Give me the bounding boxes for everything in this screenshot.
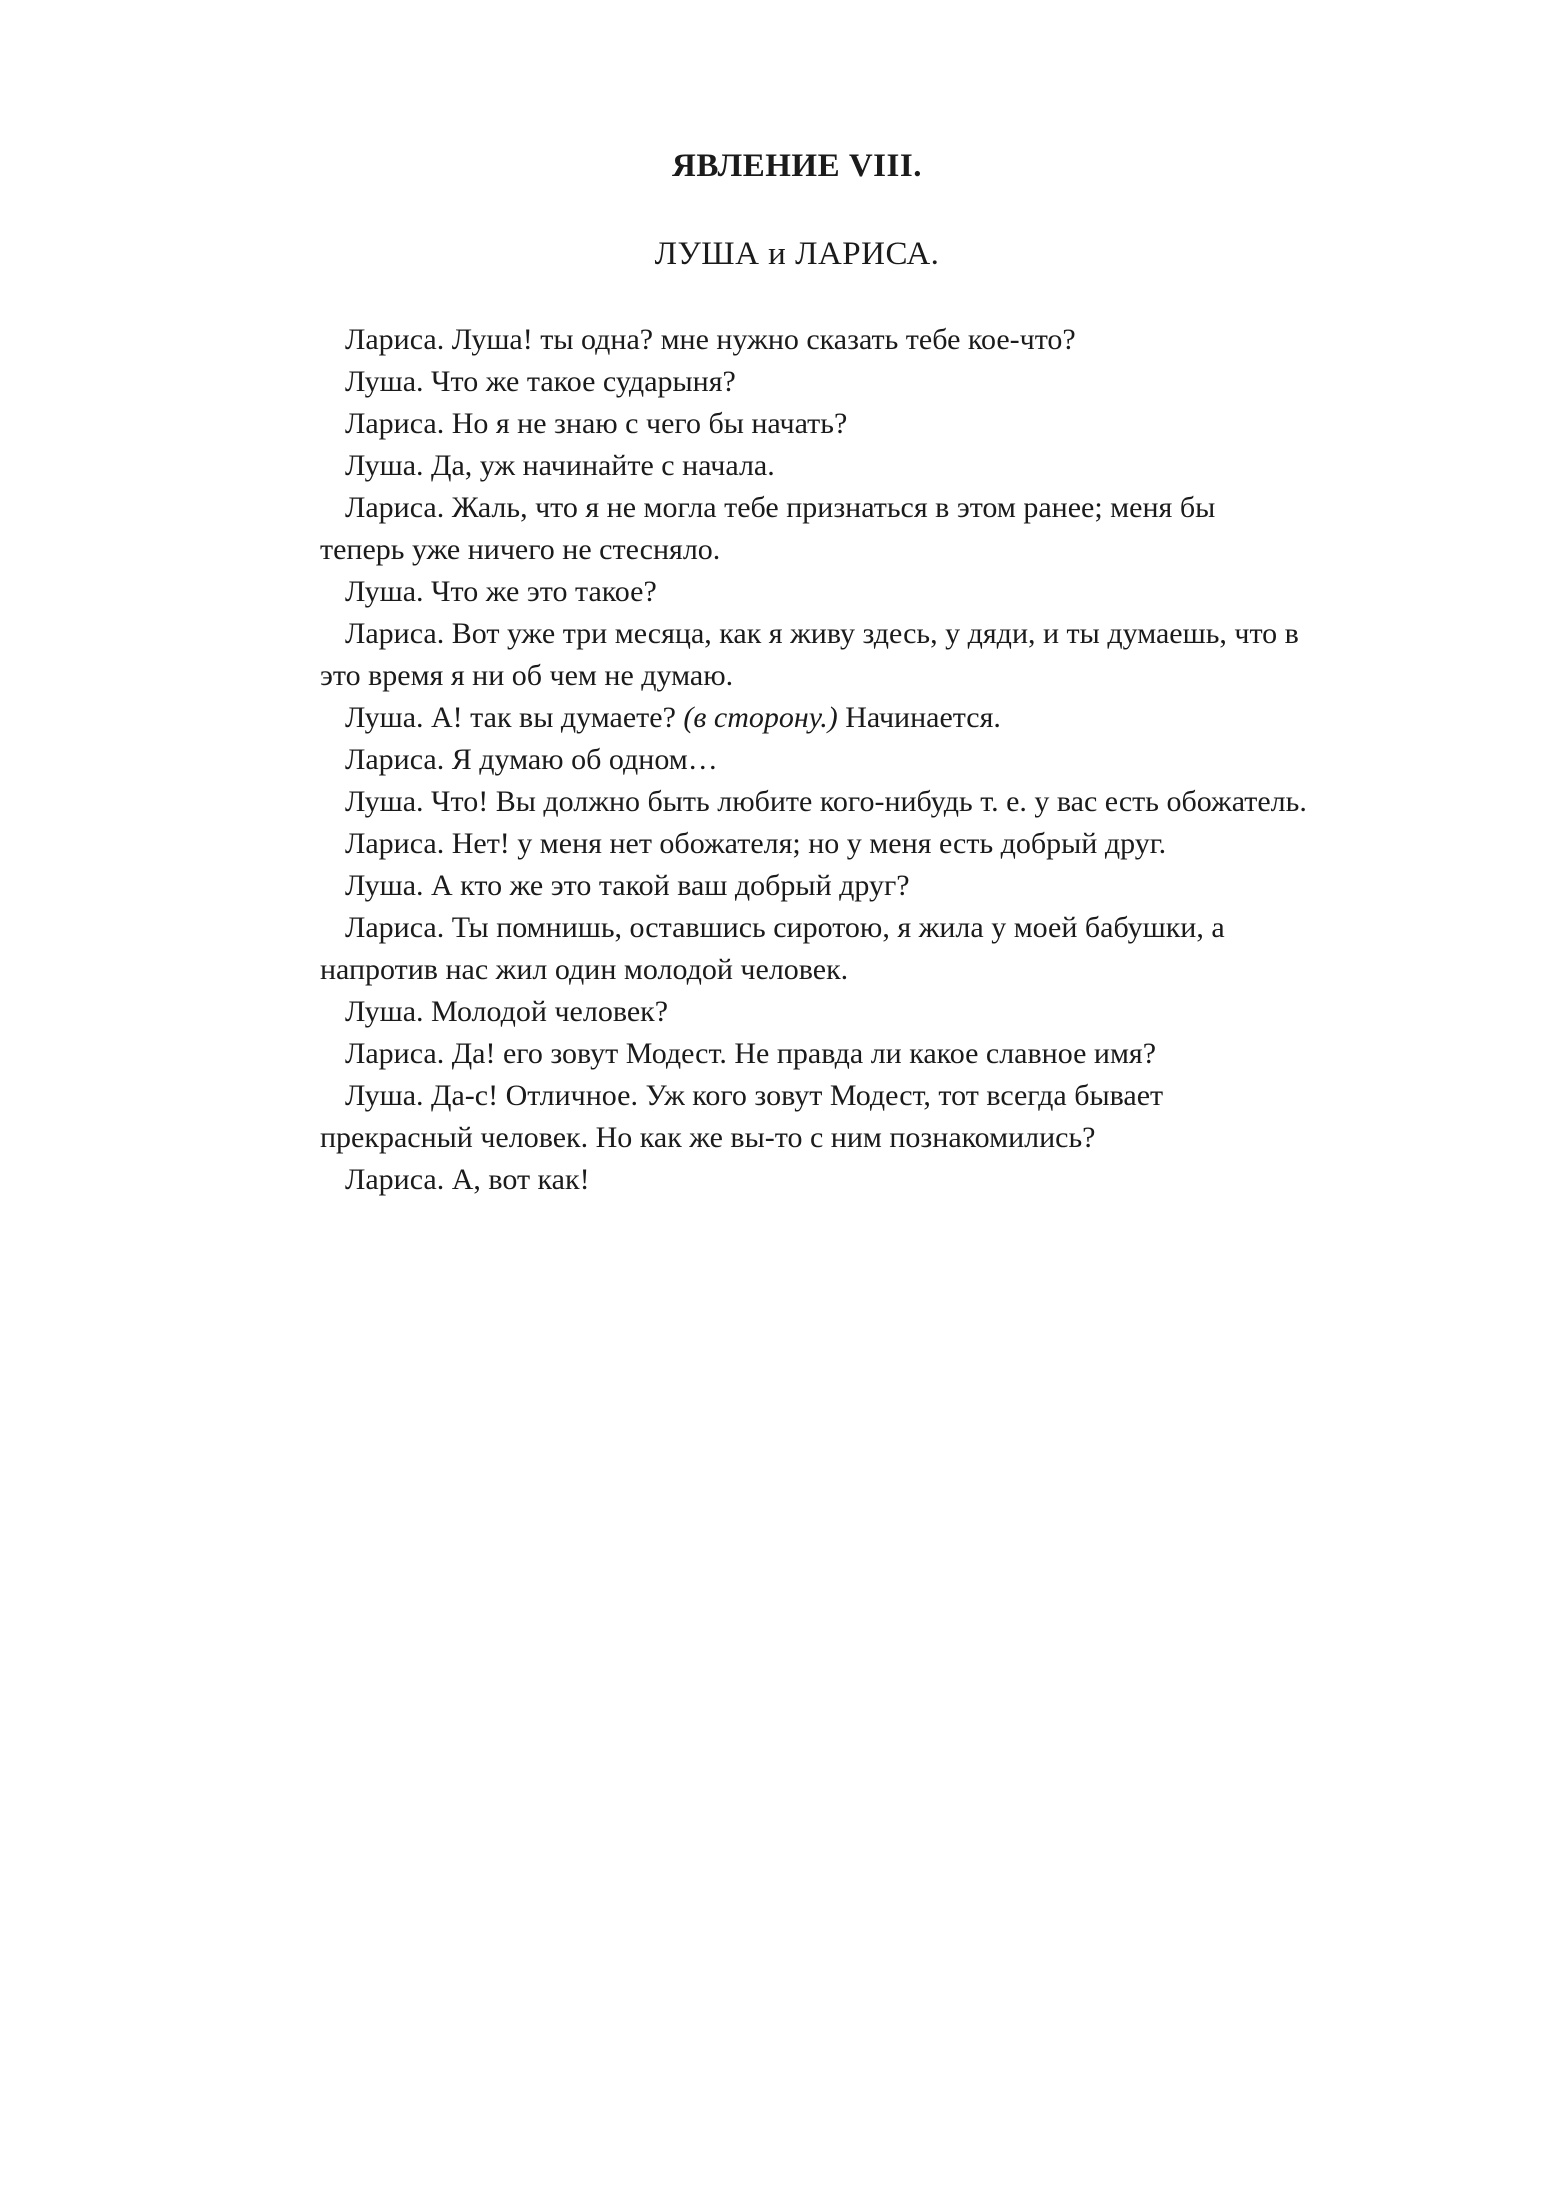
dialogue-text: Лариса. Жаль, что я не могла тебе признаться в этом ранее; меня бы — [345, 491, 1216, 524]
dialogue-text: Лариса. А, вот как! — [345, 1163, 590, 1196]
dialogue-line — [320, 445, 1380, 487]
dialogue-line — [320, 613, 1380, 655]
dialogue-line — [320, 865, 1380, 907]
dialogue-line — [320, 1033, 1380, 1075]
dialogue-text: теперь уже ничего не стесняло. — [320, 533, 721, 566]
dialogue-text: прекрасный человек. Но как же вы-то с ним познакомились? — [320, 1121, 1096, 1154]
dialogue-text: Лариса. Но я не знаю с чего бы начать? — [345, 407, 848, 440]
dialogue-line — [320, 1159, 1380, 1201]
dialogue-line — [320, 361, 1380, 403]
dialogue-line — [320, 697, 1380, 739]
dialogue — [320, 319, 1380, 1201]
dialogue-text: Луша. Что же такое сударыня? — [345, 365, 736, 398]
dialogue-text: Начинается. — [837, 701, 1001, 734]
dialogue-line — [320, 1075, 1380, 1117]
dialogue-text: Луша. Да-с! Отличное. Уж кого зовут Модест, тот всегда бывает — [345, 1079, 1164, 1112]
dialogue-text: Луша. А кто же это такой ваш добрый друг? — [345, 869, 910, 902]
dialogue-text: Лариса. Луша! ты одна? мне нужно сказать тебе кое-что? — [345, 323, 1076, 356]
dialogue-line — [320, 403, 1380, 445]
dialogue-text: Лариса. Да! его зовут Модест. Не правда ли какое славное имя? — [345, 1037, 1157, 1070]
dialogue-line — [320, 655, 1380, 697]
dialogue-line — [320, 1117, 1380, 1159]
dialogue-line — [320, 949, 1380, 991]
stage-direction: (в сторону.) — [683, 701, 838, 734]
dialogue-text: Лариса. Вот уже три месяца, как я живу здесь, у дяди, и ты думаешь, что в — [345, 617, 1299, 650]
dialogue-line — [320, 529, 1380, 571]
dialogue-text: Луша. А! так вы думаете? — [345, 701, 684, 734]
dialogue-line — [320, 739, 1380, 781]
dialogue-text: Луша. Молодой человек? — [345, 995, 669, 1028]
dialogue-line — [320, 823, 1380, 865]
dialogue-line — [320, 907, 1380, 949]
dialogue-text: Луша. Что же это такое? — [345, 575, 657, 608]
dialogue-text: Лариса. Нет! у меня нет обожателя; но у меня есть добрый друг. — [345, 827, 1167, 860]
scene-title: ЯВЛЕНИЕ VIII. — [672, 148, 922, 184]
dialogue-line — [320, 319, 1380, 361]
dialogue-line — [320, 781, 1380, 823]
characters-heading: ЛУША и ЛАРИСА. — [654, 236, 940, 272]
dialogue-line — [320, 487, 1380, 529]
dialogue-text: напротив нас жил один молодой человек. — [320, 953, 849, 986]
dialogue-text: Луша. Что! Вы должно быть любите кого-нибудь т. е. у вас есть обожатель. — [345, 785, 1307, 818]
dialogue-line — [320, 991, 1380, 1033]
dialogue-text: Луша. Да, уж начинайте с начала. — [345, 449, 775, 482]
dialogue-text: Лариса. Ты помнишь, оставшись сиротою, я жила у моей бабушки, а — [345, 911, 1225, 944]
dialogue-line — [320, 571, 1380, 613]
dialogue-text: Лариса. Я думаю об одном… — [345, 743, 718, 776]
dialogue-text: это время я ни об чем не думаю. — [320, 659, 734, 692]
